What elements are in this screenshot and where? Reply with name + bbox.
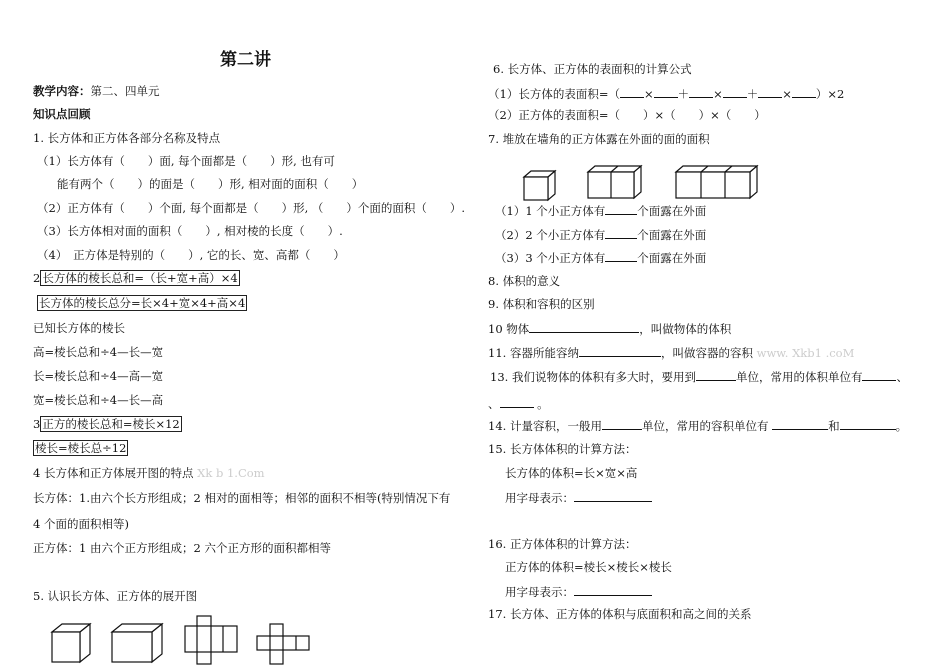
content-line [33, 84, 160, 99]
section-7-item-1: （1）1 个小正方体有 个面露在外面 [495, 204, 707, 218]
cuboid-volume-letters: 用字母表示： [505, 490, 652, 506]
section-2-line-1 [33, 271, 240, 286]
section-4-cube: 正方体：1 由六个正方形组成；2 六个正方形的面积都相等 [33, 541, 331, 555]
watermark-2: www. Xkb1 .coM [756, 346, 855, 360]
section-4-cuboid: 长方体：1.由六个长方形组成；2 相对的面相等；相邻的面积不相等(特别情况下有 [33, 491, 451, 505]
section-13-line-cont: 、 。 [488, 397, 549, 411]
cube-edge-sum-box: 正方的棱长总和=棱长×12 [42, 417, 180, 431]
cuboid-surface-formula: （1）长方体的表面积=（ × ＋ × ＋ × ）×2 [488, 87, 845, 101]
section-5-heading: 5. 认识长方体、正方体的展开图 [33, 589, 198, 603]
known-edge-line: 已知长方体的棱长 [33, 321, 125, 335]
cuboid-figure [112, 622, 164, 664]
length-formula: 长=棱长总和÷4—高—宽 [33, 369, 164, 383]
content-value: 第二、四单元 [90, 84, 160, 98]
cube-volume-letters: 用字母表示： [505, 584, 652, 600]
section-7-item-2: （2）2 个小正方体有 个面露在外面 [495, 228, 707, 242]
section-1-heading: 1. 长方体和正方体各部分名称及特点 [33, 131, 221, 145]
two-cubes-figure [588, 165, 644, 200]
width-formula: 宽=棱长总和÷4—长—高 [33, 393, 164, 407]
cube-edge-box: 棱长=棱长总÷12 [35, 441, 127, 455]
section-1-item-2: （2）正方体有（ ）个面, 每个面都是（ ）形, （ ）个面的面积（ ）. [37, 201, 466, 215]
edge-sum-formula-box-2: 长方体的棱长总分=长×4+宽×4+高×4 [39, 296, 246, 310]
section-17-heading: 17. 长方体、正方体的体积与底面积和高之间的关系 [488, 607, 752, 621]
section-1-item-1-cont: 能有两个（ ）的面是（ ）形, 相对面的面积（ ） [57, 177, 364, 191]
section-3-line-2 [33, 441, 128, 456]
section-14-line: 14. 计量容积，一般用 单位，常用的容积单位有 和 。 [488, 419, 908, 433]
review-heading: 知识点回顾 [33, 107, 91, 121]
watermark: Xk b 1.Com [197, 466, 265, 480]
three-cubes-figure [676, 165, 760, 200]
section-3-line-1 [33, 417, 182, 432]
one-cube-figure [524, 170, 558, 202]
edge-sum-formula-box: 长方体的棱长总和=（长+宽+高）×4 [42, 271, 238, 285]
cube-volume-formula: 正方体的体积=棱长×棱长×棱长 [505, 560, 672, 574]
section-6-heading: 6. 长方体、正方体的表面积的计算公式 [493, 62, 692, 76]
section-1-item-3: （3）长方体相对面的面积（ ）, 相对棱的长度（ ）. [37, 224, 343, 238]
section-10-line: 10 物体 ，叫做物体的体积 [488, 322, 732, 336]
section-2-number: 2 [33, 271, 41, 285]
cube-surface-formula: （2）正方体的表面积=（ ）×（ ）×（ ） [488, 108, 766, 122]
page-title: 第二讲 [220, 50, 271, 70]
section-3-number: 3 [33, 417, 41, 431]
section-8-heading: 8. 体积的意义 [488, 274, 561, 288]
content-label: 教学内容： [33, 84, 91, 98]
section-7-item-3: （3）3 个小正方体有 个面露在外面 [495, 251, 707, 265]
cuboid-volume-formula: 长方体的体积=长×宽×高 [505, 466, 638, 480]
section-2-line-2 [37, 296, 247, 311]
section-13-line: 13. 我们说物体的体积有多大时，要用到 单位，常用的体积单位有 、 [490, 370, 908, 384]
section-4-cuboid-cont: 4 个面的面积相等) [33, 517, 129, 531]
section-1-item-1: （1）长方体有（ ）面, 每个面都是（ ）形, 也有可 [37, 154, 335, 168]
section-16-heading: 16. 正方体体积的计算方法： [488, 537, 637, 551]
section-9-heading: 9. 体积和容积的区别 [488, 297, 595, 311]
height-formula: 高=棱长总和÷4—长—宽 [33, 345, 164, 359]
section-4-heading: 4 长方体和正方体展开图的特点 Xk b 1.Com [33, 466, 265, 480]
section-11-line: 11. 容器所能容纳 ，叫做容器的容积 www. Xkb1 .coM [488, 346, 855, 360]
cuboid-net-figure [183, 616, 239, 664]
section-1-item-4: （4） 正方体是特别的（ ）, 它的长、宽、高都（ ） [37, 248, 345, 262]
section-7-heading: 7. 堆放在墙角的正方体露在外面的面的面积 [488, 132, 710, 146]
cube-net-figure [255, 624, 311, 666]
section-15-heading: 15. 长方体体积的计算方法： [488, 442, 637, 456]
cube-figure [52, 622, 94, 664]
